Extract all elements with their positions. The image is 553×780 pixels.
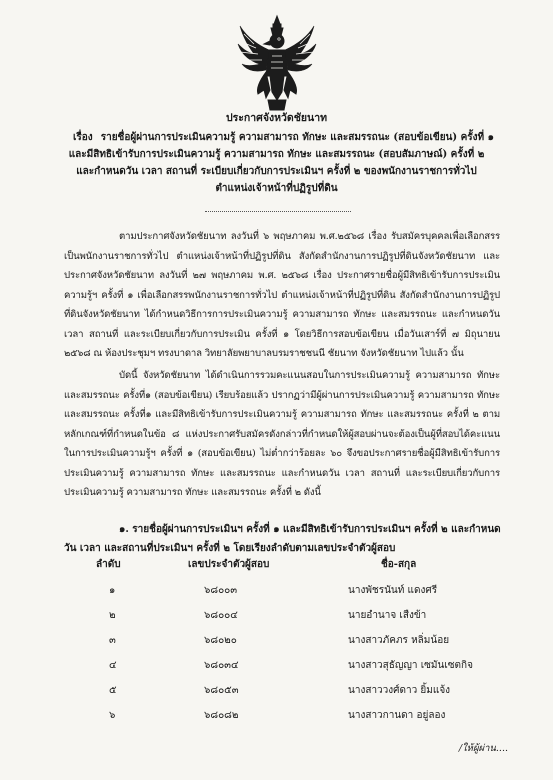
row-exam-id: ๖๘๐๐๓: [204, 585, 238, 596]
row-no: ๔: [109, 660, 117, 671]
subject-line-3: และกำหนดวัน เวลา สถานที่ ระเบียบเกี่ยวกับการประเมินฯ ครั้งที่ ๒ ของพนักงานราชการทั่วไป: [76, 166, 477, 177]
subject-line-2: และมีสิทธิเข้ารับการประเมินความรู้ ความสามารถ ทักษะ และสมรรถนะ (สอบสัมภาษณ์) ครั้งที่ ๒: [68, 149, 485, 160]
column-header-name: ชื่อ-สกุล: [381, 559, 417, 570]
row-exam-id: ๖๘๐๓๔: [204, 660, 239, 671]
subject-line-4: ตำแหน่งเจ้าหน้าที่ปฏิรูปที่ดิน: [215, 183, 338, 194]
announcement-title: ประกาศจังหวัดชัยนาท: [225, 112, 328, 124]
row-no: ๖: [109, 710, 116, 721]
section-1-heading: [64, 520, 504, 558]
row-name: นางสาวภัคภร หลิ่มน้อย: [348, 635, 450, 646]
row-name: นางพัชรนันท์ แดงศรี: [348, 585, 438, 596]
row-no: ๓: [109, 635, 116, 646]
column-header-exam-id: เลขประจำตัวผู้สอบ: [188, 559, 270, 570]
row-exam-id: ๖๘๐๕๓: [204, 685, 239, 696]
table-row: [64, 583, 504, 603]
row-no: ๒: [109, 610, 116, 621]
paragraph-2-text: บัดนี้ จังหวัดชัยนาท ได้ดำเนินการรวมคะแนนสอบในการประเมินความรู้ ความสามารถ ทักษะ และสมรรถนะ ครั้งที่๑ (สอบข้อเขียน) เรียบร้อยแล้ว ปรากฏว่ามีผู้ผ่านการประเมินความรู้ ความสามารถ ทักษะ และสมรรถนะ ครั้งที่๑ และมีสิทธิเข้ารับการประเมินความรู้ ความสามารถ ทักษะ และสมรรถนะ ครั้งที่ ๒ ตามหลักเกณฑ์ที่กำหนดในข้อ ๘ แห่งประกาศรับสมัครดังกล่าวที่กำหนดให้ผู้สอบผ่านจะต้องเป็นผู้ที่สอบได้คะแนนในการประเมินความรู้ฯ ครั้งที่ ๑ (สอบข้อเขียน) ไม่ต่ำกว่าร้อยละ ๖๐ จึงขอประกาศรายชื่อผู้มีสิทธิเข้ารับการประเมินความรู้ ความสามารถ ทักษะ และสมรรถนะ และกำหนดวัน เวลา สถานที่ และระเบียบเกี่ยวกับการประเมินความรู้ ความสามารถ ทักษะ และสมรรถนะ ครั้งที่ ๒ ดังนี้: [64, 370, 500, 498]
row-no: ๑: [109, 585, 116, 596]
subject-text-1: รายชื่อผู้ผ่านการประเมินความรู้ ความสามารถ ทักษะ และสมรรถนะ (สอบข้อเขียน) ครั้งที่ ๑: [100, 132, 494, 143]
row-no: ๕: [109, 685, 117, 696]
garuda-emblem-icon: [236, 14, 318, 112]
continued-marker: /ให้ผู้ผ่าน....: [458, 743, 508, 754]
header-divider: [205, 211, 351, 212]
table-row: [64, 708, 504, 728]
row-exam-id: ๖๘๐๘๒: [204, 710, 239, 721]
row-name: นางสาวกานดา อยู่ลอง: [348, 710, 446, 721]
row-exam-id: ๖๘๐๐๔: [204, 610, 238, 621]
row-name: นางสาววงศ์ดาว ยิ้มแจ้ง: [348, 685, 451, 696]
column-header-no: ลำดับ: [96, 559, 121, 570]
row-name: นางสาวสุธัญญา เซมันเซตกิจ: [348, 660, 473, 671]
row-name: นายอำนาจ เสืงข้า: [348, 610, 427, 621]
table-row: [64, 658, 504, 678]
body-paragraph-2: [64, 366, 500, 503]
body-paragraph-1: [64, 227, 500, 364]
section-1-heading-text: ๑. รายชื่อผู้ผ่านการประเมินฯ ครั้งที่ ๑ และมีสิทธิเข้ารับการประเมินฯ ครั้งที่ ๒ และกำหนดวัน เวลา และสถานที่ประเมินฯ ครั้งที่ ๒ โดยเรียงลำดับตามเลขประจำตัวผู้สอบ: [64, 524, 501, 554]
table-row: [64, 633, 504, 653]
row-exam-id: ๖๘๐๒๐: [204, 635, 237, 646]
table-row: [64, 608, 504, 628]
paragraph-1-text: ตามประกาศจังหวัดชัยนาท ลงวันที่ ๖ พฤษภาคม พ.ศ.๒๕๖๘ เรื่อง รับสมัครบุคคลเพื่อเลือกสรรเป็นพนักงานราชการทั่วไป ตำแหน่งเจ้าหน้าที่ปฏิรูปที่ดิน สังกัดสำนักงานการปฏิรูปที่ดินจังหวัดชัยนาท และประกาศจังหวัดชัยนาท ลงวันที่ ๒๗ พฤษภาคม พ.ศ. ๒๕๖๘ เรื่อง ประกาศรายชื่อผู้มีสิทธิเข้ารับการประเมินความรู้ฯ ครั้งที่ ๑ เพื่อเลือกสรรพนักงานราชการทั่วไป ตำแหน่งเจ้าหน้าที่ปฏิรูปที่ดิน สังกัดสำนักงานการปฏิรูปที่ดินจังหวัดชัยนาท ได้กำหนดวิธีการการประเมินความรู้ ความสามารถ ทักษะ และสมรรถนะ และกำหนดวัน เวลา สถานที่ และระเบียบเกี่ยวกับการประเมิน ครั้งที่ ๑ โดยวิธีการสอบข้อเขียน เมื่อวันเสาร์ที่ ๗ มิถุนายน ๒๕๖๘ ณ ห้องประชุมฯ ทรงบาดาล วิทยาลัยพยาบาลบรมราชชนนี ชัยนาท จังหวัดชัยนาท ไปแล้ว นั้น: [64, 231, 500, 359]
subject-label: เรื่อง: [73, 132, 93, 143]
table-row: [64, 683, 504, 703]
subject-line-1: [0, 130, 553, 145]
